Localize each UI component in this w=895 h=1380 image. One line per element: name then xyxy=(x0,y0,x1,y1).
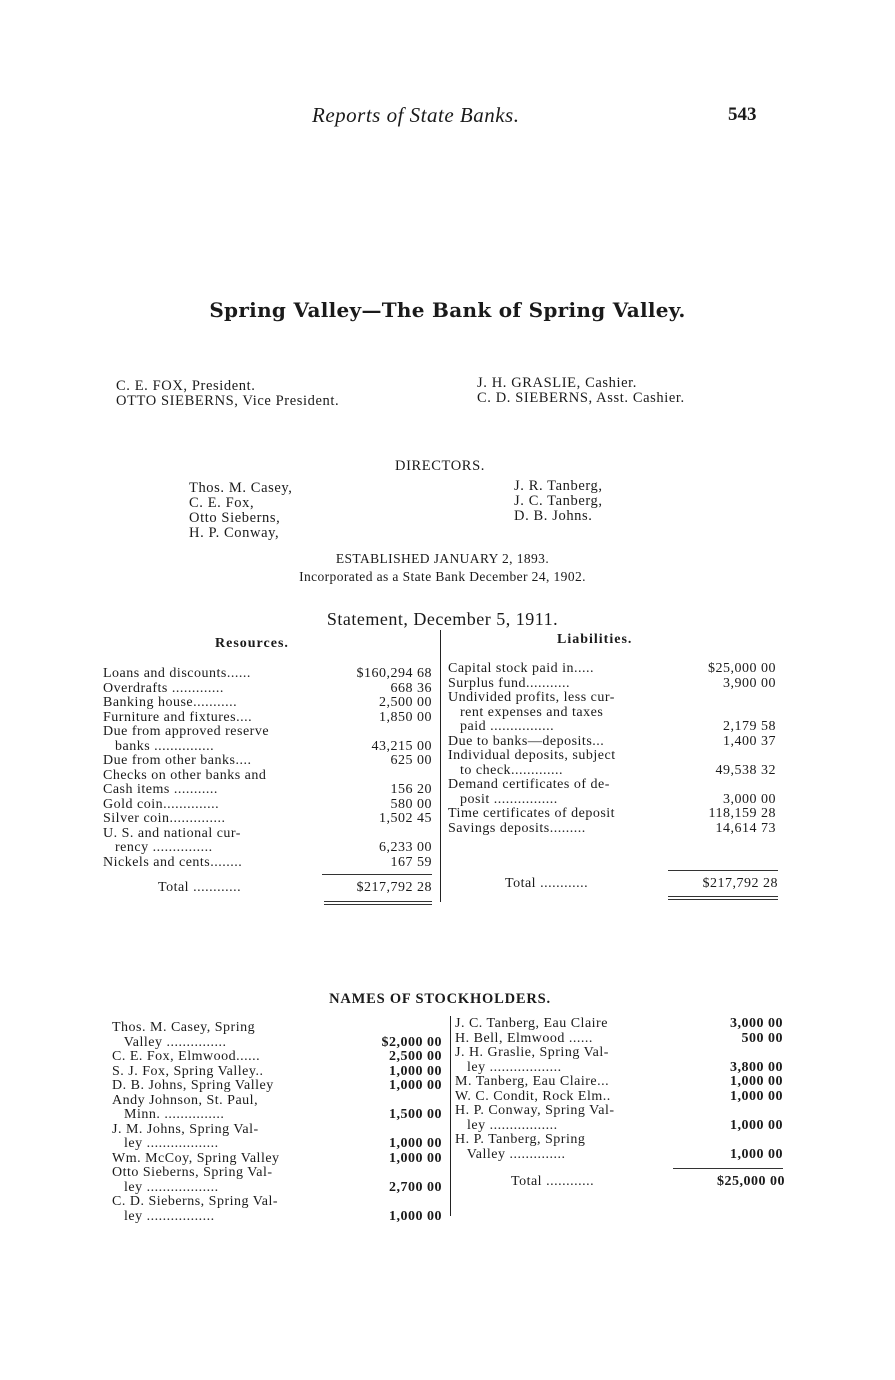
stockholder-row xyxy=(455,1075,783,1090)
liability-row-amount: 118,159 28 xyxy=(708,806,776,821)
stockholder-row-label: ley .................. xyxy=(455,1059,562,1075)
stockholder-row-amount: 1,000 00 xyxy=(730,1146,783,1162)
page-number: 543 xyxy=(728,104,757,125)
stockholder-row xyxy=(112,1050,442,1065)
liability-row-label: Surplus fund........... xyxy=(448,675,570,691)
director-name: H. P. Conway, xyxy=(189,525,280,541)
liability-row-label: Undivided profits, less cur- xyxy=(448,690,615,705)
resources-total-label: Total ............ xyxy=(158,880,242,895)
directors-left xyxy=(189,481,293,541)
stockholder-row xyxy=(455,1061,783,1076)
resources-table xyxy=(103,667,432,870)
liability-row-label: paid ................ xyxy=(448,719,555,734)
stockholder-row-amount: 3,000 00 xyxy=(730,1016,783,1031)
liabilities-heading: Liabilities. xyxy=(557,632,633,647)
stockholder-row-label: S. J. Fox, Spring Valley.. xyxy=(112,1063,264,1079)
liability-row-amount: $25,000 00 xyxy=(708,661,776,676)
resource-row-amount: 43,215 00 xyxy=(371,738,432,754)
liability-row xyxy=(448,735,776,750)
liabilities-double-rule xyxy=(668,899,778,900)
stockholder-row-label: Otto Sieberns, Spring Val- xyxy=(112,1165,273,1180)
stockholder-row-label: Minn. ............... xyxy=(112,1107,225,1122)
stockholder-row xyxy=(112,1108,442,1123)
officer-cashier: J. H. GRASLIE, Cashier. xyxy=(477,375,638,391)
stockholder-row-amount: 500 00 xyxy=(741,1030,783,1046)
resource-row-label: Gold coin.............. xyxy=(103,796,220,812)
stockholder-row-label: Valley ............... xyxy=(112,1034,227,1050)
stockholders-column-divider xyxy=(450,1016,451,1216)
resource-row-amount: 625 00 xyxy=(390,753,432,768)
liability-row xyxy=(448,749,776,764)
stockholder-row-label: J. M. Johns, Spring Val- xyxy=(112,1121,259,1137)
statement-title: Statement, December 5, 1911. xyxy=(326,609,559,629)
liabilities-table xyxy=(448,662,776,836)
director-name: C. E. Fox, xyxy=(189,495,255,511)
stockholder-row-label: ley ................. xyxy=(455,1117,558,1133)
liability-row-amount: 14,614 73 xyxy=(715,820,776,836)
director-name: J. C. Tanberg, xyxy=(514,493,603,509)
liabilities-total: $217,792 28 xyxy=(702,876,778,891)
liability-row xyxy=(448,691,776,706)
resource-row-label: U. S. and national cur- xyxy=(103,825,241,841)
liability-row xyxy=(448,822,776,837)
stockholder-row xyxy=(112,1181,442,1196)
stockholder-row-label: J. H. Graslie, Spring Val- xyxy=(455,1045,609,1060)
directors-heading: DIRECTORS. xyxy=(395,458,485,474)
liability-row-label: Individual deposits, subject xyxy=(448,748,616,763)
resource-row xyxy=(103,711,432,726)
statement-column-divider xyxy=(440,630,441,902)
bank-title: Spring Valley—The Bank of Spring Valley. xyxy=(209,298,686,322)
liability-row-amount: 2,179 58 xyxy=(723,719,776,734)
stockholder-row-label: Thos. M. Casey, Spring xyxy=(112,1020,256,1035)
liability-row-amount: 1,400 37 xyxy=(723,733,776,749)
resource-row-amount: 6,233 00 xyxy=(379,840,432,855)
resource-row-label: Overdrafts ............. xyxy=(103,680,224,696)
stockholder-row-amount: 2,500 00 xyxy=(389,1049,442,1064)
liability-row-amount: 3,000 00 xyxy=(723,791,776,807)
resources-total: $217,792 28 xyxy=(356,880,432,895)
liabilities-total-label: Total ............ xyxy=(505,876,589,891)
resource-row xyxy=(103,725,432,740)
stockholder-row-label: Wm. McCoy, Spring Valley xyxy=(112,1150,280,1166)
stockholder-row-amount: 1,000 00 xyxy=(389,1150,442,1166)
resource-row-label: Silver coin.............. xyxy=(103,811,226,826)
stockholder-row-label: H. P. Tanberg, Spring xyxy=(455,1132,586,1147)
stockholder-row xyxy=(455,1119,783,1134)
resource-row xyxy=(103,740,432,755)
stockholder-row xyxy=(455,1148,783,1163)
officer-president: C. E. FOX, President. xyxy=(116,378,256,394)
director-name: Thos. M. Casey, xyxy=(189,480,293,496)
stockholders-right-table xyxy=(455,1017,783,1162)
stockholder-row-amount: 3,800 00 xyxy=(730,1059,783,1075)
stockholder-row xyxy=(112,1152,442,1167)
stockholder-row xyxy=(455,1104,783,1119)
directors-right xyxy=(514,479,603,524)
liability-row-label: to check............. xyxy=(448,762,564,778)
resource-row-label: banks ............... xyxy=(103,738,215,754)
stockholders-heading: NAMES OF STOCKHOLDERS. xyxy=(329,991,551,1007)
liability-row xyxy=(448,662,776,677)
stockholder-row-amount: 1,000 00 xyxy=(730,1074,783,1089)
liability-row xyxy=(448,807,776,822)
liability-row xyxy=(448,720,776,735)
stockholder-row xyxy=(112,1079,442,1094)
liability-row-label: Capital stock paid in..... xyxy=(448,661,594,676)
director-name: D. B. Johns. xyxy=(514,508,593,524)
stockholder-row xyxy=(112,1123,442,1138)
resource-row xyxy=(103,856,432,871)
resource-row-label: Banking house........... xyxy=(103,695,238,710)
officers-right xyxy=(477,376,685,406)
incorporated-line: Incorporated as a State Bank December 24, 1902. xyxy=(299,569,586,584)
stockholder-row-amount: 1,000 00 xyxy=(389,1063,442,1079)
resource-row-amount: 156 20 xyxy=(390,782,432,797)
officer-asst-cashier: C. D. SIEBERNS, Asst. Cashier. xyxy=(477,390,685,406)
stockholder-row xyxy=(455,1032,783,1047)
stockholder-row-amount: 2,700 00 xyxy=(389,1179,442,1195)
resource-row xyxy=(103,812,432,827)
stockholder-row-label: H. Bell, Elmwood ...... xyxy=(455,1030,593,1046)
resource-row-label: rency ............... xyxy=(103,840,213,855)
resource-row-amount: 1,850 00 xyxy=(379,709,432,725)
resources-double-rule xyxy=(324,904,432,905)
liability-row xyxy=(448,764,776,779)
director-name: J. R. Tanberg, xyxy=(514,478,603,494)
resource-row-amount: 167 59 xyxy=(390,854,432,870)
stockholders-total-label: Total ............ xyxy=(511,1174,595,1189)
stockholder-row-label: ley ................. xyxy=(112,1208,215,1224)
resource-row-amount: 580 00 xyxy=(390,796,432,812)
stockholder-row xyxy=(455,1017,783,1032)
liabilities-total-row xyxy=(448,877,778,892)
stockholder-row xyxy=(112,1065,442,1080)
stockholder-row-label: C. E. Fox, Elmwood...... xyxy=(112,1049,261,1064)
stockholder-row-amount: 1,000 00 xyxy=(389,1208,442,1224)
stockholder-row xyxy=(112,1036,442,1051)
stockholder-row xyxy=(455,1090,783,1105)
resource-row xyxy=(103,754,432,769)
stockholder-row xyxy=(112,1195,442,1210)
stockholders-rule xyxy=(673,1168,783,1169)
resource-row xyxy=(103,769,432,784)
resource-row-label: Due from other banks.... xyxy=(103,753,252,768)
liabilities-double-rule xyxy=(668,896,778,897)
liability-row xyxy=(448,706,776,721)
established-line: ESTABLISHED JANUARY 2, 1893. xyxy=(335,551,550,566)
stockholder-row xyxy=(112,1166,442,1181)
stockholder-row xyxy=(112,1094,442,1109)
stockholder-row-label: W. C. Condit, Rock Elm.. xyxy=(455,1088,611,1104)
stockholder-row-amount: 1,000 00 xyxy=(730,1117,783,1133)
stockholders-total: $25,000 00 xyxy=(717,1174,785,1189)
director-name: Otto Sieberns, xyxy=(189,510,281,526)
stockholder-row xyxy=(455,1133,783,1148)
stockholder-row-label: Valley .............. xyxy=(455,1146,566,1162)
resources-heading: Resources. xyxy=(215,636,289,651)
liability-row-label: Time certificates of deposit xyxy=(448,806,616,821)
stockholder-row xyxy=(455,1046,783,1061)
resource-row-amount: 1,502 45 xyxy=(379,811,432,826)
resource-row xyxy=(103,783,432,798)
resource-row xyxy=(103,827,432,842)
resource-row-amount: 2,500 00 xyxy=(379,695,432,710)
resource-row-label: Checks on other banks and xyxy=(103,767,267,783)
running-title: Reports of State Banks. xyxy=(312,103,520,127)
officers-left xyxy=(116,379,339,409)
officer-vice-president: OTTO SIEBERNS, Vice President. xyxy=(116,393,340,409)
liability-row-label: rent expenses and taxes xyxy=(448,704,604,720)
resources-double-rule xyxy=(324,901,432,902)
resource-row xyxy=(103,696,432,711)
stockholder-row-amount: $2,000 00 xyxy=(381,1034,442,1050)
resource-row-amount: $160,294 68 xyxy=(356,666,432,681)
liability-row-amount: 49,538 32 xyxy=(715,762,776,778)
stockholder-row xyxy=(112,1210,442,1225)
stockholder-row-label: Andy Johnson, St. Paul, xyxy=(112,1092,259,1108)
stockholder-row-label: H. P. Conway, Spring Val- xyxy=(455,1103,615,1118)
liability-row-label: Savings deposits......... xyxy=(448,820,586,836)
stockholder-row-amount: 1,000 00 xyxy=(730,1088,783,1104)
resource-row xyxy=(103,798,432,813)
resource-row-label: Cash items ........... xyxy=(103,782,218,797)
stockholder-row-label: ley .................. xyxy=(112,1136,219,1151)
stockholder-row-amount: 1,000 00 xyxy=(389,1078,442,1093)
liability-row xyxy=(448,793,776,808)
resource-row-label: Furniture and fixtures.... xyxy=(103,709,253,725)
stockholder-row-label: C. D. Sieberns, Spring Val- xyxy=(112,1194,279,1209)
resources-total-row xyxy=(103,881,432,896)
resource-row xyxy=(103,682,432,697)
stockholder-row xyxy=(112,1021,442,1036)
resource-row-amount: 668 36 xyxy=(390,680,432,696)
liability-row-label: Due to banks—deposits... xyxy=(448,733,605,749)
resources-rule xyxy=(322,874,432,875)
resource-row-label: Nickels and cents........ xyxy=(103,854,243,870)
liabilities-rule xyxy=(668,870,778,871)
stockholders-total-row xyxy=(455,1175,785,1190)
stockholder-row-label: M. Tanberg, Eau Claire... xyxy=(455,1074,610,1089)
resource-row xyxy=(103,667,432,682)
stockholder-row-amount: 1,500 00 xyxy=(389,1107,442,1122)
stockholder-row-label: ley .................. xyxy=(112,1179,219,1195)
resource-row xyxy=(103,841,432,856)
stockholders-left-table xyxy=(112,1021,442,1224)
liability-row xyxy=(448,677,776,692)
stockholder-row xyxy=(112,1137,442,1152)
stockholder-row-label: J. C. Tanberg, Eau Claire xyxy=(455,1016,608,1031)
liability-row-label: Demand certificates of de- xyxy=(448,777,610,792)
liability-row-amount: 3,900 00 xyxy=(723,675,776,691)
resource-row-label: Loans and discounts...... xyxy=(103,666,251,681)
resource-row-label: Due from approved reserve xyxy=(103,724,270,739)
liability-row xyxy=(448,778,776,793)
stockholder-row-label: D. B. Johns, Spring Valley xyxy=(112,1078,274,1093)
stockholder-row-amount: 1,000 00 xyxy=(389,1136,442,1151)
liability-row-label: posit ................ xyxy=(448,791,558,807)
